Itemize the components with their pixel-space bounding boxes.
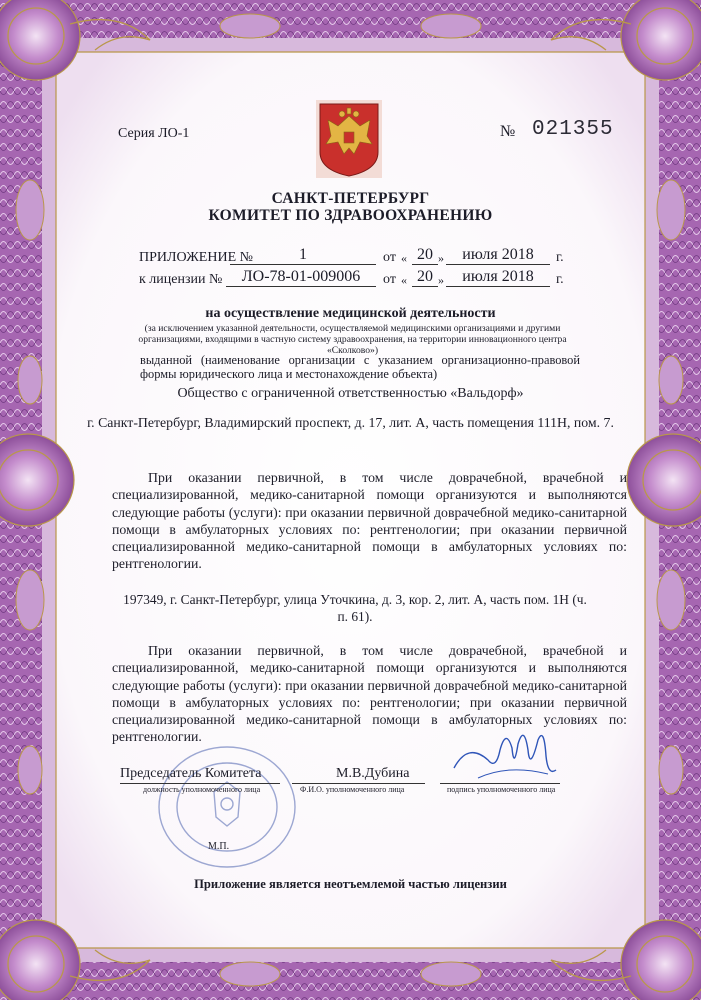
appendix-month-year (446, 246, 550, 265)
activity-title: на осуществление медицинской деятельности (205, 306, 496, 321)
services-paragraph-1-text: При оказании первичной, в том числе доврачебной, врачебной и специализированной, медико-санитарной помощи организуются и выполняются следующие работы (услуги): при оказании первичной доврачебной медико-санитарной помощи в амбулаторных условиях по: рентгенологии; при оказании первичной специализированной медико-санитарной помощи в амбулаторных условиях по: рентгенологии. (112, 470, 627, 572)
license-month: июля (462, 268, 498, 285)
signatory-position: Председатель Комитета (120, 766, 262, 781)
organization-address: г. Санкт-Петербург, Владимирский проспект, д. 17, лит. А, часть помещения 111Н, пом. 7. (87, 415, 614, 430)
appendix-number: 1 (230, 246, 376, 265)
license-label: к лицензии № (139, 272, 223, 287)
services-paragraph-2-text: При оказании первичной, в том числе доврачебной, врачебной и специализированной, медико-санитарной помощи организуются и выполняются следующие работы (услуги): при оказании первичной доврачебной медико-санитарной помощи в амбулаторных условиях по: рентгенологии; при оказании первичной специализированной медико-санитарной помощи в амбулаторных условиях по: рентгенологии. (112, 643, 627, 745)
number-value: 021355 (532, 118, 614, 141)
coat-of-arms-icon (316, 100, 382, 178)
license-number: ЛО-78-01-009006 (226, 268, 376, 287)
appendix-quote-close: » (438, 251, 444, 265)
license-year-suffix: г. (556, 272, 564, 287)
license-day: 20 (412, 268, 438, 287)
appendix-year: 2018 (501, 246, 534, 263)
stamp-place-label: М.П. (208, 841, 230, 852)
number-label: № (500, 123, 516, 140)
appendix-year-suffix: г. (556, 250, 564, 265)
caption-signature: подпись уполномоченного лица (447, 785, 556, 794)
name-line (292, 783, 425, 784)
official-seal-icon (152, 742, 302, 872)
series-label: Серия ЛО-1 (118, 126, 190, 141)
footer-note: Приложение является неотъемлемой частью лицензии (194, 877, 507, 891)
services-paragraph-1 (112, 469, 627, 573)
activity-note: (за исключением указанной деятельности, осуществляемой медицинскими организациями и другими организациями, входящими в частную систему здравоохранения, на территории инновационного центра «Сколково») (138, 323, 567, 356)
committee-title: КОМИТЕТ ПО ЗДРАВООХРАНЕНИЮ (208, 207, 493, 224)
appendix-from-label: от (383, 250, 396, 265)
appendix-label: ПРИЛОЖЕНИЕ № (139, 250, 253, 265)
license-month-year (446, 268, 550, 287)
organization-name: Общество с ограниченной ответственностью «Вальдорф» (177, 386, 524, 401)
license-year: 2018 (501, 268, 534, 285)
signatory-name: М.В.Дубина (336, 766, 410, 781)
issued-label: выданной (наименование организации с указанием организационно-правовой формы юридического лица и местонахождение объекта) (140, 353, 580, 381)
license-quote-close: » (438, 273, 444, 287)
license-quote-open: « (401, 273, 407, 287)
appendix-quote-open: « (401, 251, 407, 265)
handwritten-signature-icon (448, 720, 558, 788)
caption-name: Ф.И.О. уполномоченного лица (300, 785, 405, 794)
position-line (120, 783, 280, 784)
services-address-2: 197349, г. Санкт-Петербург, улица Уточкина, д. 3, кор. 2, лит. А, часть пом. 1Н (ч. п. 61). (123, 592, 587, 624)
city-title: САНКТ-ПЕТЕРБУРГ (271, 190, 430, 207)
appendix-day: 20 (412, 246, 438, 265)
license-from-label: от (383, 272, 396, 287)
caption-position: должность уполномоченного лица (143, 785, 261, 794)
appendix-month: июля (462, 246, 498, 263)
